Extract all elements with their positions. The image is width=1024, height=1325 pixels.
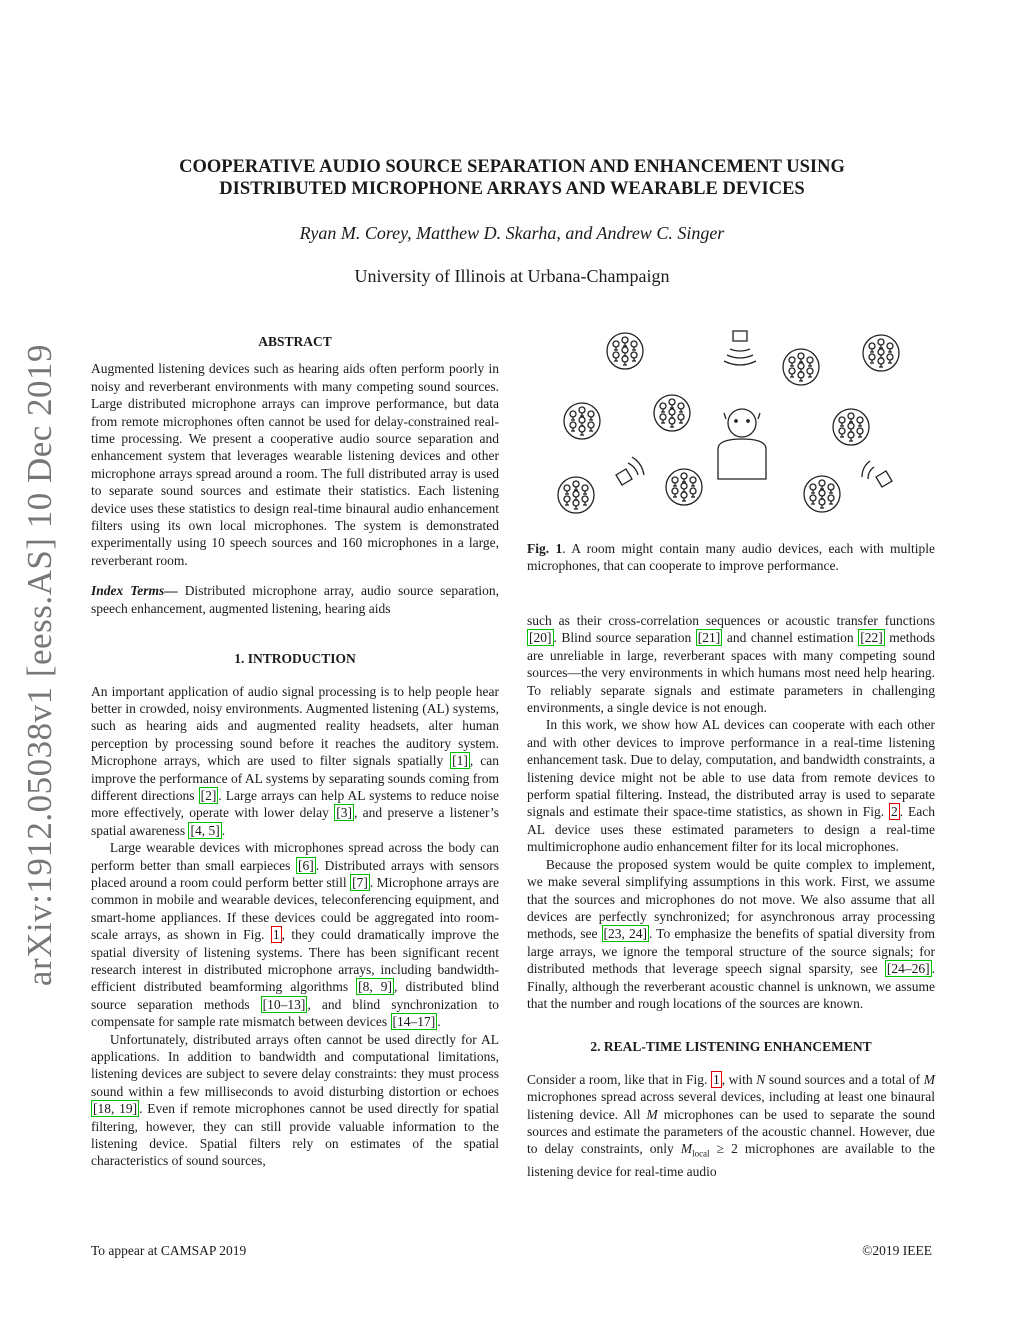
index-terms-label: Index Terms— xyxy=(91,583,178,599)
listener-person-icon xyxy=(718,409,766,479)
col2-paragraph-1: such as their cross-correlation sequences or acoustic transfer functions [20] . Blind source separation [21] and channel estimation [22] methods are unreliable in large, reverberant spaces with many competing sound sources—the very environments in which humans most need help hearing. To reliably separate signals and estimate parameters in challenging environments, a single device is not enough. xyxy=(527,613,935,716)
figure-caption-text: . A room might contain many audio devices, each with multiple microphones, that can cooperate to improve performance. xyxy=(527,541,936,574)
citation-link[interactable]: [4, 5] xyxy=(190,822,220,838)
figure-1-illustration xyxy=(540,327,920,517)
citation-link[interactable]: [24–26] xyxy=(886,961,930,977)
section-2-heading: 2. REAL-TIME LISTENING ENHANCEMENT xyxy=(590,1039,872,1055)
citation-link[interactable]: [3] xyxy=(336,805,352,821)
figure-link[interactable]: 1 xyxy=(712,1071,720,1087)
citation-link[interactable]: [23, 24] xyxy=(603,926,647,942)
intro-paragraph-2: Large wearable devices with microphones spread across the body can perform better than small earpieces [6] . Distributed arrays with sensors placed around a room could perform better still [7] . Microphone arrays are common in mobile and wearable devices, teleconferencing equipment, and smart-home appliances. If these devices could be aggregated into room-scale arrays, as shown in Fig. 1 , they could dramatically improve the spatial diversity of listening systems. There has been significant recent research interest in distributed microphone arrays, including bandwidth-efficient distributed beamforming algorithms [8, 9] , distributed blind source separation methods [10–13] , and blind synchronization to compensate for sample rate mismatch between devices [14–17] . xyxy=(91,840,500,1030)
mic-array-icon xyxy=(564,403,600,439)
mic-array-icon xyxy=(804,476,840,512)
mic-array-icon xyxy=(654,395,690,431)
arxiv-side-stamp xyxy=(20,345,60,985)
title-line-2: DISTRIBUTED MICROPHONE ARRAYS AND WEARABLE DEVICES xyxy=(219,179,805,199)
figure-link[interactable]: 1 xyxy=(272,927,280,943)
citation-link[interactable]: [21] xyxy=(697,630,721,646)
col2-paragraph-3: Because the proposed system would be quite complex to implement, we make several simplifying assumptions in this work. First, we assume that the sources and microphones do not move. We also assume that all devices are perfectly synchronized; for asynchronous array processing methods, see [23, 24] . To emphasize the benefits of spatial diversity from large arrays, we ignore the temporal structure of the source signals; for distributed methods that leverage speech signal sparsity, see [24–26] . Finally, although the reverberant acoustic channel is unknown, we assume that the number and rough locations of the sources are known. xyxy=(527,856,935,1011)
citation-link[interactable]: [18, 19] xyxy=(93,1101,138,1117)
citation-link[interactable]: [7] xyxy=(352,874,368,890)
col2-paragraph-2: In this work, we show how AL devices can cooperate with each other and with other devices to improve performance in a real-time listening enhancement task. Due to delay, computation, and bandwidth constraints, a listening device might not be able to use data from remote devices to perform spatial filtering. Instead, the distributed array is used to separate signals and estimate their space-time statistics, as shown in Fig. 2 . Each AL device uses these estimated parameters to design a real-time multimicrophone audio enhancement filter for its local microphones. xyxy=(527,717,935,855)
mic-array-icon xyxy=(558,477,594,513)
title-line-1: COOPERATIVE AUDIO SOURCE SEPARATION AND ENHANCEMENT USING xyxy=(179,157,845,177)
citation-link[interactable]: [2] xyxy=(200,787,217,803)
index-terms xyxy=(91,582,499,617)
citation-link[interactable]: [22] xyxy=(860,630,883,646)
paper-title xyxy=(100,156,924,200)
figure-1-caption xyxy=(527,540,935,575)
intro-paragraph-3: Unfortunately, distributed arrays often cannot be used directly for AL applications. In addition to bandwidth and computational limitations, listening devices are subject to severe delay constraints: they must process sound within a few milliseconds to avoid disturbing distortion or echoes [18, 19] . Even if remote microphones cannot be used directly for spatial filtering, however, they can still provide valuable information to the listening device. Spatial filters rely on estimates of the spatial characteristics of sound sources, xyxy=(91,1031,500,1169)
section-2-paragraph: Consider a room, like that in Fig. 1 , with N sound sources and a total of M microphones spread across several devices, including at least one binaural listening device. All M microphones can be used to separate the sound sources and estimate the parameters of the acoustic channel. However, due to delay constraints, only $M_{local} \ge 2$ microphones are available to the listening device for real-time audio xyxy=(527,1071,935,1180)
citation-link[interactable]: [8, 9] xyxy=(358,979,393,995)
arxiv-stamp-text: arXiv:1912.05038v1 [eess.AS] 10 Dec 2019 xyxy=(20,343,59,987)
citation-link[interactable]: [10–13] xyxy=(262,996,306,1012)
left-column xyxy=(91,333,499,1170)
citation-link[interactable]: [6] xyxy=(297,857,314,873)
intro-heading: 1. INTRODUCTION xyxy=(234,651,356,667)
footer-copyright: ©2019 IEEE xyxy=(862,1243,932,1258)
figure-link[interactable]: 2 xyxy=(891,804,898,820)
mic-array-icon xyxy=(833,409,869,445)
mic-array-icon xyxy=(607,333,643,369)
mic-array-icon xyxy=(666,469,702,505)
index-terms-text: Distributed microphone array, audio source separation, speech enhancement, augmented listening, hearing aids xyxy=(91,583,500,616)
loudspeaker-icon xyxy=(862,461,892,487)
mic-array-icon xyxy=(863,335,899,371)
intro-paragraph-1: An important application of audio signal processing is to help people hear better in crowded, noisy environments. Augmented listening (AL) systems, such as hearing aids and augmented reality headsets, alter human perception by processing sound before it reaches the auditory system. Microphone arrays, which are used to filter signals spatially [1] , can improve the performance of AL systems by separating sounds coming from different directions [2] . Large arrays can help AL systems to reduce noise more effectively, operate with lower delay [3] , and preserve a listener’s spatial awareness [4, 5] . xyxy=(91,683,499,838)
citation-link[interactable]: [14–17] xyxy=(392,1014,436,1030)
loudspeaker-icon xyxy=(616,457,644,485)
abstract-text: Augmented listening devices such as hearing aids often perform poorly in noisy and reverberant environments with many competing sound sources. Large distributed microphone arrays can improve performance, but data from remote microphones often cannot be used for delay-constrained real-time processing. We present a cooperative audio source separation and enhancement system that leverages wearable listening devices and other microphone arrays spread around a room. The full distributed array is used to separate sound sources and estimate their statistics. Each listening device uses these statistics to design real-time binaural audio enhancement filters using its own local microphones. The system is demonstrated experimentally using 10 speech sources and 160 microphones in a large, reverberant room. xyxy=(91,361,499,568)
figure-label: Fig. 1 xyxy=(527,541,563,556)
authors: Ryan M. Corey, Matthew D. Skarha, and Andrew C. Singer xyxy=(299,223,725,243)
citation-link[interactable]: [1] xyxy=(452,753,468,769)
citation-link[interactable]: [20] xyxy=(529,630,552,646)
mic-array-icon xyxy=(783,349,819,385)
footer-venue: To appear at CAMSAP 2019 xyxy=(91,1243,247,1258)
abstract-heading: ABSTRACT xyxy=(258,334,332,349)
right-column xyxy=(527,612,935,1181)
affiliation: University of Illinois at Urbana-Champaign xyxy=(354,266,670,286)
loudspeaker-icon xyxy=(724,331,756,365)
